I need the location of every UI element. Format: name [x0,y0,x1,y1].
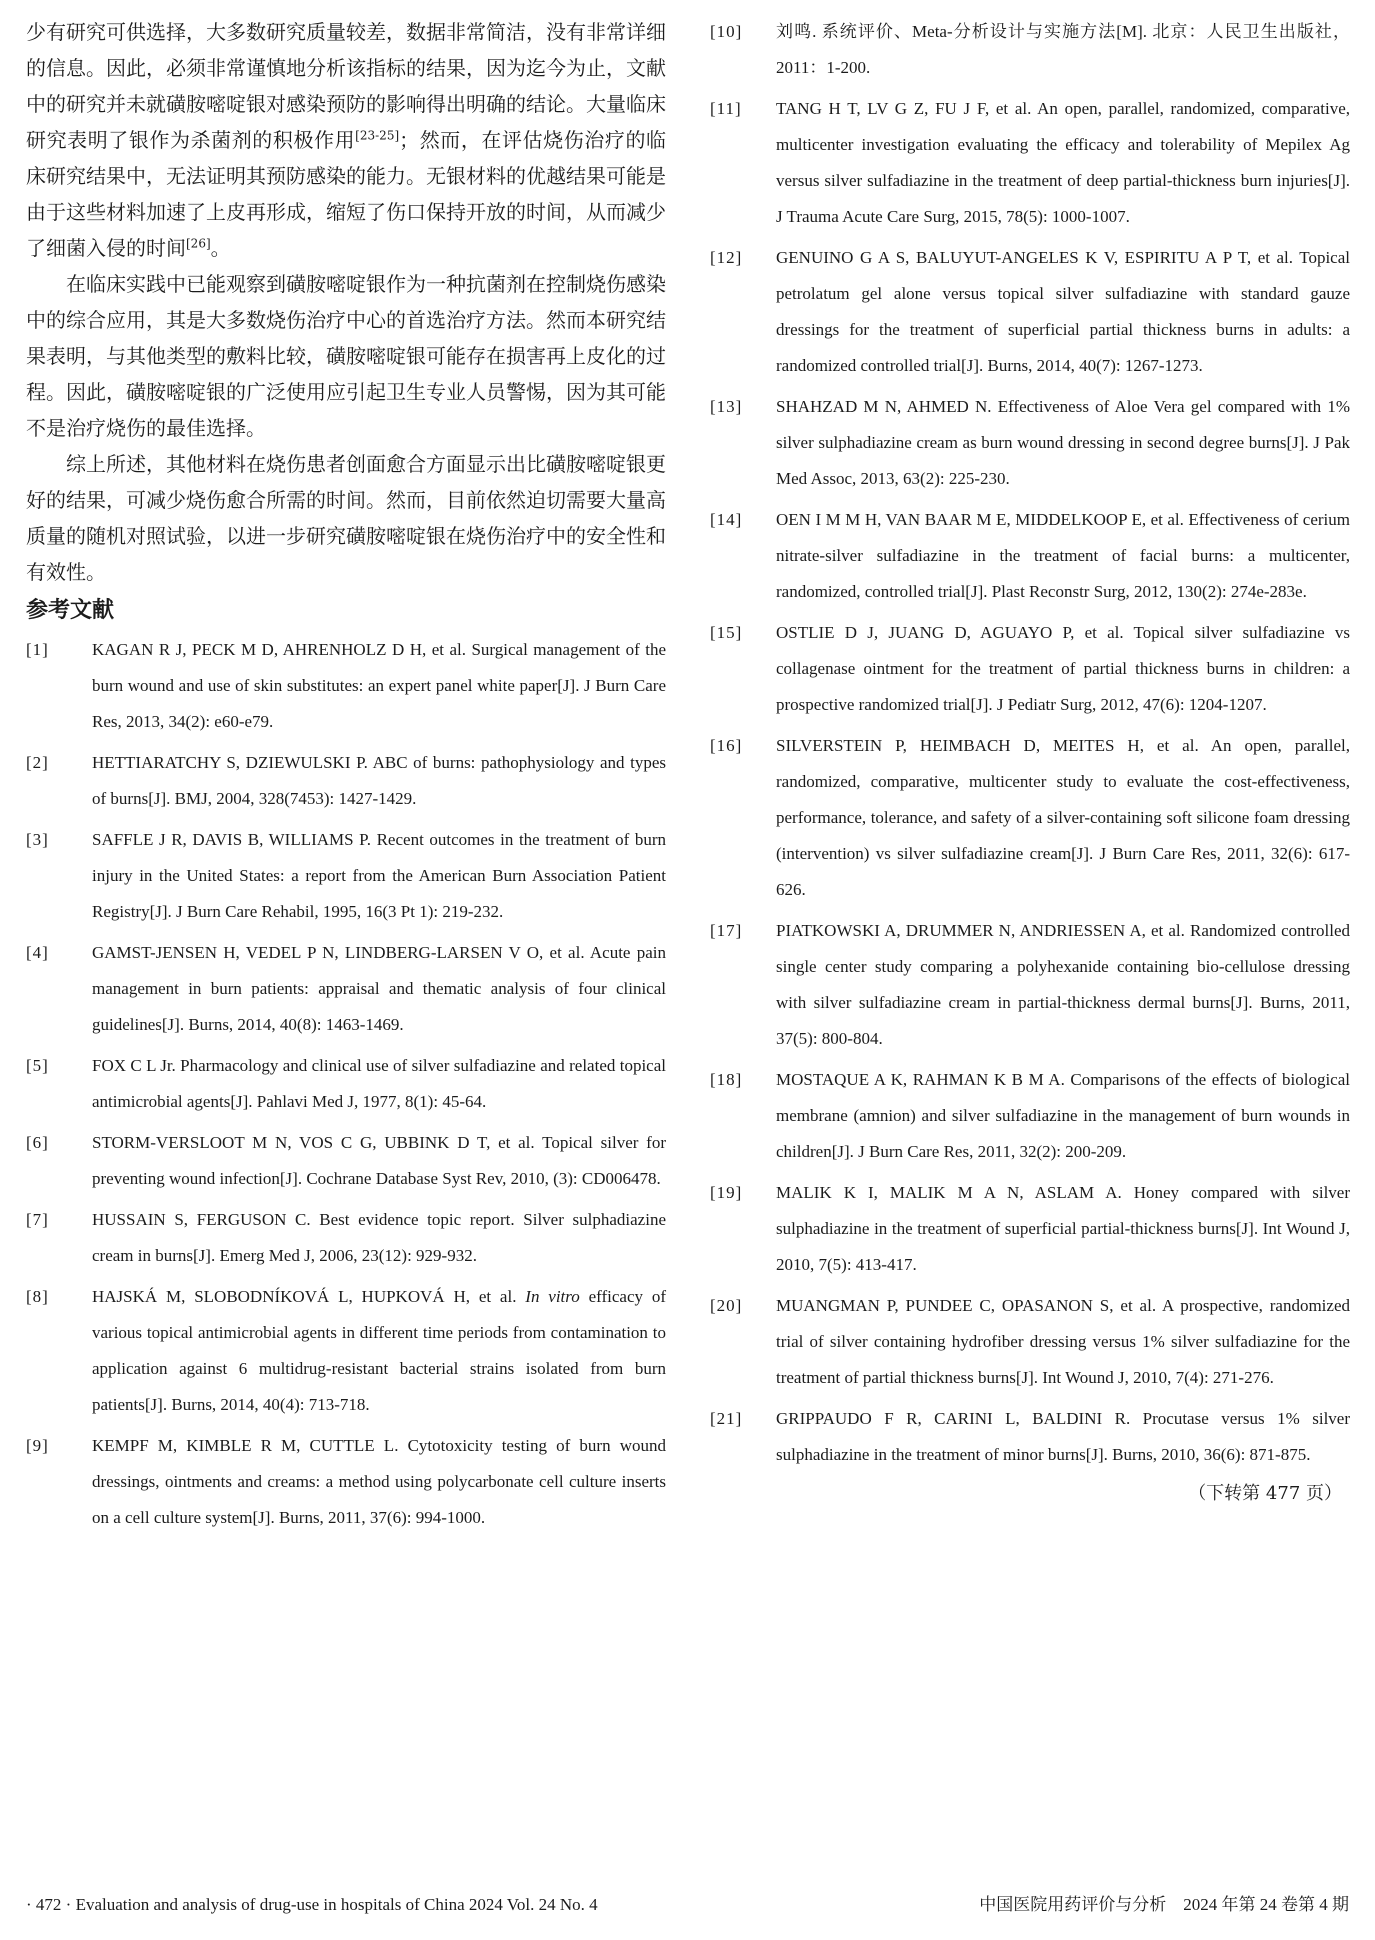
page-footer [26,1893,1349,1917]
reference-number: [20] [710,1296,743,1315]
reference-number: [16] [710,736,743,755]
reference-item [710,502,1350,610]
paragraph-text: ；然而，在评估烧伤治疗的临床研究结果中，无法证明其预防感染的能力。无银材料的优越结果可能是由于这些材料加速了上皮再形成，缩短了伤口保持开放的时间，从而减少了细菌入侵的时间 [26,128,667,260]
reference-number: [6] [26,1133,49,1152]
reference-italic-term: In vitro [525,1287,580,1306]
reference-item [26,935,666,1043]
reference-item [26,1279,666,1423]
reference-number: [4] [26,943,49,962]
reference-number: [13] [710,397,743,416]
paragraph-text: 少有研究可供选择，大多数研究质量较差，数据非常简洁，没有非常详细的信息。因此，必须非常谨慎地分析该指标的结果，因为迄今为止，文献中的研究并未就磺胺嘧啶银对感染预防的影响得出明确的结论。大量临床研究表明了银作为杀菌剂的积极作用 [26,20,666,152]
reference-text-part: efficacy of various topical antimicrobial agents in different time periods from contamination to application against 6 multidrug-resistant bacterial strains isolated from burn patients[J]. Burns, 2014, 40(4): 713-718. [92,1287,666,1414]
reference-text: STORM-VERSLOOT M N, VOS C G, UBBINK D T, et al. Topical silver for preventing wound infection[J]. Cochrane Database Syst Rev, 2010, (3): CD006478. [92,1133,666,1188]
reference-number: [3] [26,830,49,849]
reference-item [710,615,1350,723]
reference-text: HUSSAIN S, FERGUSON C. Best evidence topic report. Silver sulphadiazine cream in burns[J]. Emerg Med J, 2006, 23(12): 929-932. [92,1210,666,1265]
reference-number: [8] [26,1287,49,1306]
reference-number: [15] [710,623,743,642]
reference-text: MALIK K I, MALIK M A N, ASLAM A. Honey compared with silver sulphadiazine in the treatment of superficial partial-thickness burns[J]. Int Wound J, 2010, 7(5): 413-417. [776,1183,1350,1274]
body-paragraph [26,14,666,266]
reference-text: OSTLIE D J, JUANG D, AGUAYO P, et al. Topical silver sulfadiazine vs collagenase ointment for the treatment of partial thickness burns in children: a prospective randomized trial[J]. J Pediatr Surg, 2012, 47(6): 1204-1207. [776,623,1350,714]
reference-text: HETTIARATCHY S, DZIEWULSKI P. ABC of burns: pathophysiology and types of burns[J]. BMJ, 2004, 328(7453): 1427-1429. [92,753,666,808]
reference-number: [19] [710,1183,743,1202]
reference-item [26,822,666,930]
references-heading: 参考文献 [26,598,115,623]
reference-text: FOX C L Jr. Pharmacology and clinical use of silver sulfadiazine and related topical antimicrobial agents[J]. Pahlavi Med J, 1977, 8(1): 45-64. [92,1056,666,1111]
left-column [26,14,666,1541]
paragraph-text: 。 [210,236,231,260]
reference-text: GRIPPAUDO F R, CARINI L, BALDINI R. Procutase versus 1% silver sulphadiazine in the treatment of minor burns[J]. Burns, 2010, 36(6): 871-875. [776,1409,1350,1464]
citation-marker: [23-25] [355,128,400,143]
reference-number: [9] [26,1436,49,1455]
reference-item [710,1288,1350,1396]
reference-item [26,1428,666,1536]
reference-text: GENUINO G A S, BALUYUT-ANGELES K V, ESPIRITU A P T, et al. Topical petrolatum gel alone versus topical silver sulfadiazine with standard gauze dressings for the treatment of superficial partial thickness burns in adults: a randomized controlled trial[J]. Burns, 2014, 40(7): 1267-1273. [776,248,1350,375]
reference-text: SILVERSTEIN P, HEIMBACH D, MEITES H, et al. An open, parallel, randomized, comparative, multicenter study to evaluate the cost-effectiveness, performance, tolerance, and safety of a silver-containing soft silicone foam dressing (intervention) vs silver sulfadiazine cream[J]. J Burn Care Res, 2011, 32(6): 617-626. [776,736,1350,899]
reference-number: [5] [26,1056,49,1075]
reference-number: [1] [26,640,49,659]
body-paragraph: 综上所述，其他材料在烧伤患者创面愈合方面显示出比磺胺嘧啶银更好的结果，可减少烧伤愈合所需的时间。然而，目前依然迫切需要大量高质量的随机对照试验，以进一步研究磺胺嘧啶银在烧伤治疗中的安全性和有效性。 [26,452,666,584]
reference-text: GAMST-JENSEN H, VEDEL P N, LINDBERG-LARSEN V O, et al. Acute pain management in burn patients: appraisal and thematic analysis of four clinical guidelines[J]. Burns, 2014, 40(8): 1463-1469. [92,943,666,1034]
footer-journal-chinese: 中国医院用药评价与分析 2024 年第 24 卷第 4 期 [979,1895,1349,1914]
reference-text: SAFFLE J R, DAVIS B, WILLIAMS P. Recent outcomes in the treatment of burn injury in the United States: a report from the American Burn Association Patient Registry[J]. J Burn Care Rehabil, 1995, 16(3 Pt 1): 219-232. [92,830,666,921]
reference-item [26,1048,666,1120]
reference-number: [11] [710,99,742,118]
right-column [710,14,1350,1509]
reference-number: [14] [710,510,743,529]
reference-number: [12] [710,248,743,267]
reference-item [710,1062,1350,1170]
citation-marker: [26] [186,236,211,251]
reference-text: KAGAN R J, PECK M D, AHRENHOLZ D H, et al. Surgical management of the burn wound and use of skin substitutes: an expert panel white paper[J]. J Burn Care Res, 2013, 34(2): e60-e79. [92,640,666,731]
reference-item [26,1202,666,1274]
reference-number: [18] [710,1070,743,1089]
reference-number: [17] [710,921,743,940]
reference-item [710,14,1350,86]
reference-item [710,240,1350,384]
reference-number: [7] [26,1210,49,1229]
reference-number: [21] [710,1409,743,1428]
reference-text: 刘鸣. 系统评价、Meta-分析设计与实施方法[M]. 北京：人民卫生出版社，2011：1-200. [776,22,1350,77]
reference-text: KEMPF M, KIMBLE R M, CUTTLE L. Cytotoxicity testing of burn wound dressings, ointments and creams: a method using polycarbonate cell culture inserts on a cell culture system[J]. Burns, 2011, 37(6): 994-1000. [92,1436,666,1527]
reference-item [710,389,1350,497]
reference-text: MOSTAQUE A K, RAHMAN K B M A. Comparisons of the effects of biological membrane (amnion) and silver sulfadiazine in the management of burn wounds in children[J]. J Burn Care Res, 2011, 32(2): 200-209. [776,1070,1350,1161]
reference-text [92,1279,666,1423]
reference-text: TANG H T, LV G Z, FU J F, et al. An open, parallel, randomized, comparative, multicenter investigation evaluating the efficacy and tolerability of Mepilex Ag versus silver sulfadiazine in the treatment of deep partial-thickness burn injuries[J]. J Trauma Acute Care Surg, 2015, 78(5): 1000-1007. [776,99,1350,226]
reference-item [710,91,1350,235]
reference-text: PIATKOWSKI A, DRUMMER N, ANDRIESSEN A, et al. Randomized controlled single center study comparing a polyhexanide containing bio-cellulose dressing with silver sulfadiazine cream in partial-thickness dermal burns[J]. Burns, 2011, 37(5): 800-804. [776,921,1350,1048]
reference-item [710,913,1350,1057]
reference-item [710,1401,1350,1473]
reference-text: SHAHZAD M N, AHMED N. Effectiveness of Aloe Vera gel compared with 1% silver sulphadiazine cream as burn wound dressing in second degree burns[J]. J Pak Med Assoc, 2013, 63(2): 225-230. [776,397,1350,488]
reference-text: OEN I M M H, VAN BAAR M E, MIDDELKOOP E, et al. Effectiveness of cerium nitrate-silver sulfadiazine in the treatment of facial burns: a multicenter, randomized, controlled trial[J]. Plast Reconstr Surg, 2012, 130(2): 274e-283e. [776,510,1350,601]
reference-number: [10] [710,22,743,41]
reference-item [710,1175,1350,1283]
footer-journal-english: · 472 · Evaluation and analysis of drug-use in hospitals of China 2024 Vol. 24 No. 4 [26,1895,598,1914]
reference-item [26,1125,666,1197]
continued-on-page-note: （下转第 477 页） [1188,1483,1342,1504]
reference-number: [2] [26,753,49,772]
reference-text-part: HAJSKÁ M, SLOBODNÍKOVÁ L, HUPKOVÁ H, et al. [92,1287,526,1306]
reference-item [26,632,666,740]
reference-item [26,745,666,817]
body-paragraph: 在临床实践中已能观察到磺胺嘧啶银作为一种抗菌剂在控制烧伤感染中的综合应用，其是大多数烧伤治疗中心的首选治疗方法。然而本研究结果表明，与其他类型的敷料比较，磺胺嘧啶银可能存在损害再上皮化的过程。因此，磺胺嘧啶银的广泛使用应引起卫生专业人员警惕，因为其可能不是治疗烧伤的最佳选择。 [26,272,666,440]
reference-item [710,728,1350,908]
reference-text: MUANGMAN P, PUNDEE C, OPASANON S, et al. A prospective, randomized trial of silver containing hydrofiber dressing versus 1% silver sulfadiazine for the treatment of partial thickness burns[J]. Int Wound J, 2010, 7(4): 271-276. [776,1296,1350,1387]
